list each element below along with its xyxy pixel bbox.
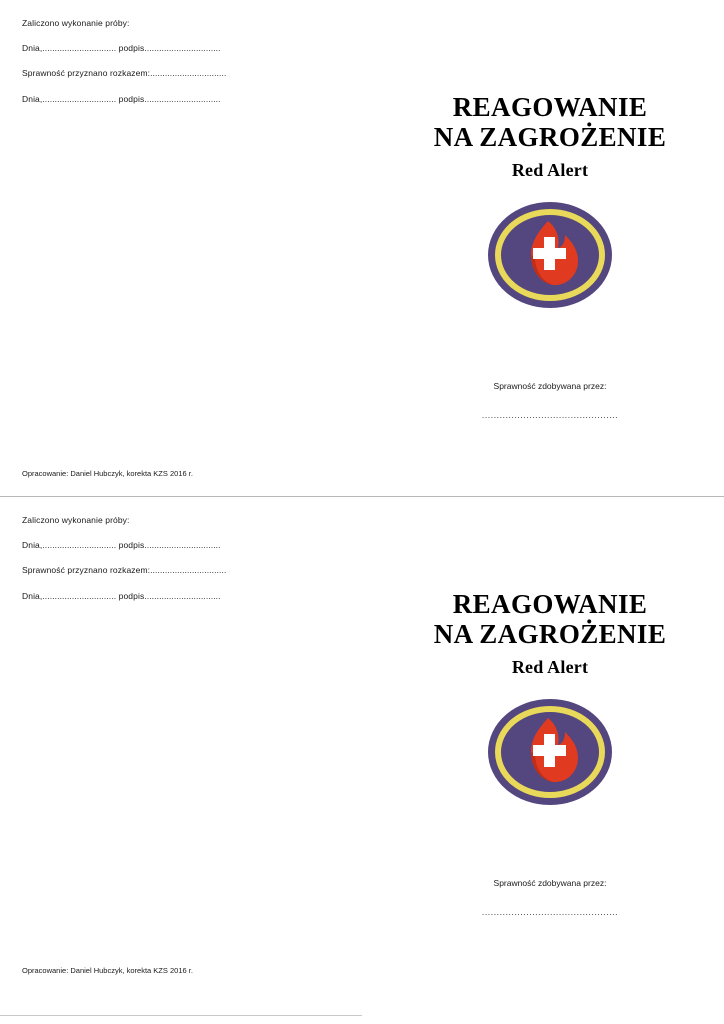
date-signature-line-2: Dnia,.............................. podpis............................... <box>22 93 221 104</box>
date-signature-line-1: Dnia,.............................. podpis............................... <box>22 43 221 54</box>
page-1-footer: Opracowanie: Daniel Hubczyk, korekta KZS 2016 r. <box>22 469 193 478</box>
badge-container <box>390 696 710 808</box>
page-title <box>390 589 710 649</box>
page-subtitle: Red Alert <box>511 657 589 678</box>
page-title-line-1: REAGOWANIE <box>452 92 648 122</box>
scout-badge-red-alert-icon <box>485 199 615 311</box>
page-title-line-2: NA ZAGROŻENIE <box>433 122 667 153</box>
bottom-rule <box>0 1015 362 1016</box>
date-signature-line-2: Dnia,.............................. podpis............................... <box>22 590 221 601</box>
page-title <box>390 92 710 152</box>
page-1 <box>0 0 724 496</box>
completion-label: Zaliczono wykonanie próby: <box>22 515 130 525</box>
order-award-line: Sprawność przyznano rozkazem:............................... <box>22 68 227 79</box>
acquired-by-label: Sprawność zdobywana przez: <box>493 878 607 889</box>
date-signature-line-1: Dnia,.............................. podpis............................... <box>22 540 221 551</box>
page-subtitle: Red Alert <box>511 160 589 181</box>
page-2-title-block <box>390 497 710 917</box>
page-title-line-1: REAGOWANIE <box>452 589 648 619</box>
completion-label: Zaliczono wykonanie próby: <box>22 18 130 28</box>
page-title-line-2: NA ZAGROŻENIE <box>433 619 667 650</box>
badge-container <box>390 199 710 311</box>
scout-badge-red-alert-icon <box>485 696 615 808</box>
acquired-by-field: .............................................. <box>481 410 619 421</box>
page-2-footer: Opracowanie: Daniel Hubczyk, korekta KZS 2016 r. <box>22 966 193 975</box>
page-1-title-block <box>390 0 710 420</box>
page-1-signature-block <box>22 18 322 119</box>
acquired-by-field: .............................................. <box>481 907 619 918</box>
page-2-signature-block <box>22 515 322 616</box>
page-2 <box>0 497 724 993</box>
acquired-by-label: Sprawność zdobywana przez: <box>493 381 607 392</box>
order-award-line: Sprawność przyznano rozkazem:............................... <box>22 565 227 576</box>
